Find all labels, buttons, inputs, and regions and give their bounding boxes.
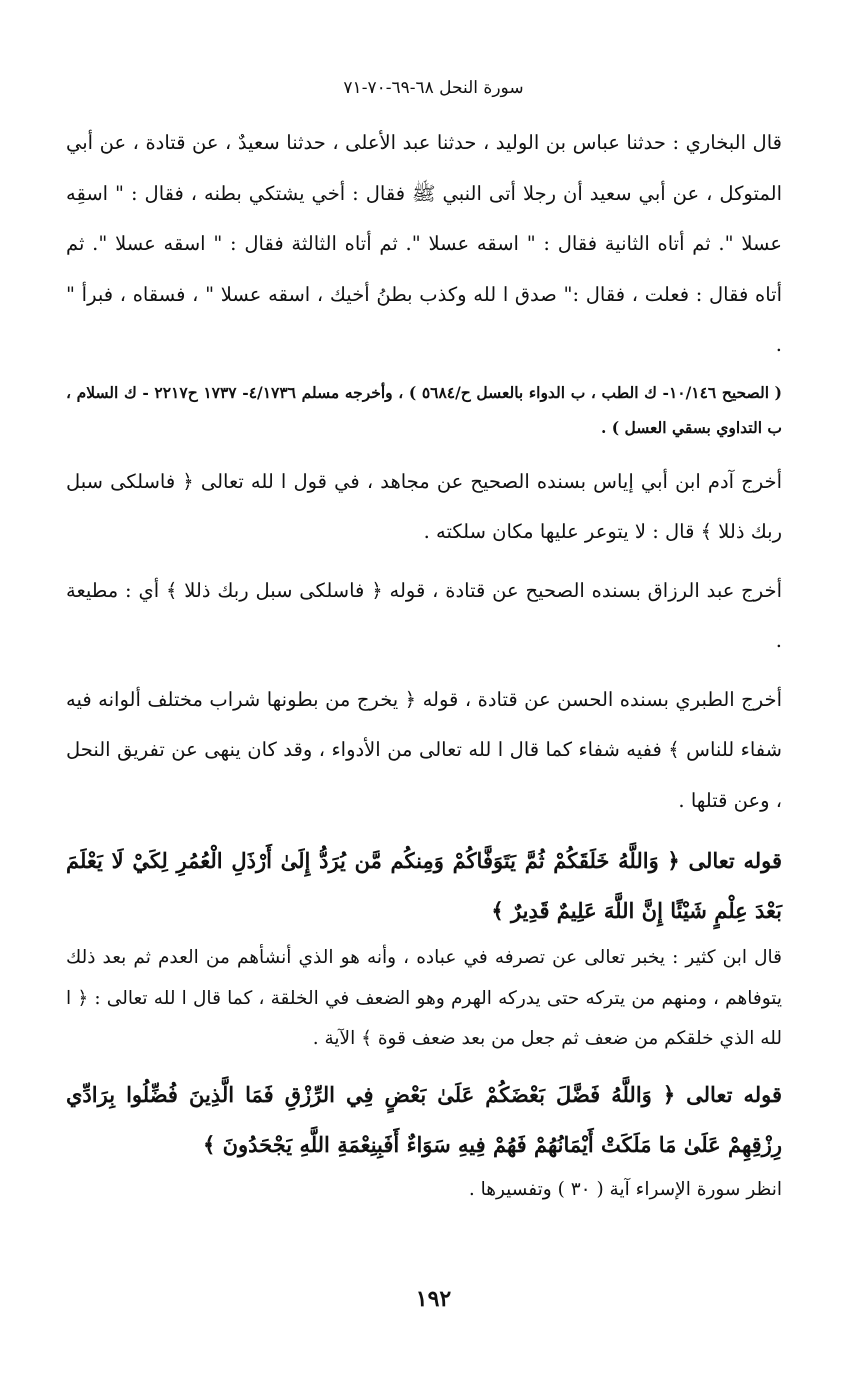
tabari-paragraph: أخرج الطبري بسنده الحسن عن قتادة ، قوله ﴿ يخرج من بطونها شراب مختلف ألوانه فيه شفاء للناس ﴾ ففيه شفاء كما قال ا لله تعالى من الأدواء ، وقد كان ينهى عن تفريق النحل ، وعن قتلها .	[66, 687, 782, 812]
page-header: سورة النحل ٦٨-٦٩-٧٠-٧١	[343, 78, 524, 98]
verse-70-heading: قوله تعالى ﴿ وَاللَّهُ خَلَقَكُمْ ثُمَّ يَتَوَفَّاكُمْ وَمِنكُم مَّن يُرَدُّ إِلَىٰ أَرْذَلِ الْعُمُرِ لِكَيْ لَا يَعْلَمَ بَعْدَ عِلْمٍ شَيْئًا إِنَّ اللَّهَ عَلِيمٌ قَدِيرٌ ﴾	[66, 848, 782, 923]
cross-reference-paragraph: انظر سورة الإسراء آية ( ٣٠ ) وتفسيرها .	[468, 1178, 782, 1200]
abdurrazzaq-paragraph: أخرج عبد الرزاق بسنده الصحيح عن قتادة ، قوله ﴿ فاسلكى سبل ربك ذللا ﴾ أي : مطيعة .	[66, 578, 782, 652]
mujahid-paragraph: أخرج آدم ابن أبي إياس بسنده الصحيح عن مجاهد ، في قول ا لله تعالى ﴿ فاسلكى سبل ربك ذللا ﴾ قال : لا يتوعر عليها مكان سلكته .	[66, 469, 782, 543]
hadith-reference: ( الصحيح ١٠/١٤٦- ك الطب ، ب الدواء بالعسل ح/٥٦٨٤ ) ، وأخرجه مسلم ٤/١٧٣٦- ١٧٣٧ ح٢٢١٧ - ك السلام ، ب التداوي بسقي العسل ) .	[66, 382, 782, 437]
page-number: ١٩٢	[415, 1286, 452, 1312]
verse-71-heading: قوله تعالى ﴿ وَاللَّهُ فَضَّلَ بَعْضَكُمْ عَلَىٰ بَعْضٍ فِي الرِّزْقِ فَمَا الَّذِينَ فُضِّلُوا بِرَادِّي رِزْقِهِمْ عَلَىٰ مَا مَلَكَتْ أَيْمَانُهُمْ فَهُمْ فِيهِ سَوَاءٌ أَفَبِنِعْمَةِ اللَّهِ يَجْحَدُونَ ﴾	[66, 1081, 782, 1157]
hadith-paragraph: قال البخاري : حدثنا عباس بن الوليد ، حدثنا عبد الأعلى ، حدثنا سعيدٌ ، عن قتادة ، عن أبي المتوكل ، عن أبي سعيد أن رجلا أتى النبي ﷺ فقال : أخي يشتكي بطنه ، فقال : " اسقِه عسلا ". ثم أتاه الثانية فقال : " اسقه عسلا ". ثم أتاه الثالثة فقال : " اسقه عسلا ". ثم أتاه فقال : فعلت ، فقال :" صدق ا لله وكذب بطنُ أخيك ، اسقه عسلا " ، فسقاه ، فبرأ " .	[66, 131, 782, 356]
ibn-kathir-paragraph: قال ابن كثير : يخبر تعالى عن تصرفه في عباده ، وأنه هو الذي أنشأهم من العدم ثم بعد ذلك يتوفاهم ، ومنهم من يتركه حتى يدركه الهرم وهو الضعف في الخلقة ، كما قال ا لله تعالى : ﴿ ا لله الذي خلقكم من ضعف ثم جعل من بعد ضعف قوة ﴾ الآية .	[66, 947, 782, 1049]
page-body	[66, 118, 782, 1210]
